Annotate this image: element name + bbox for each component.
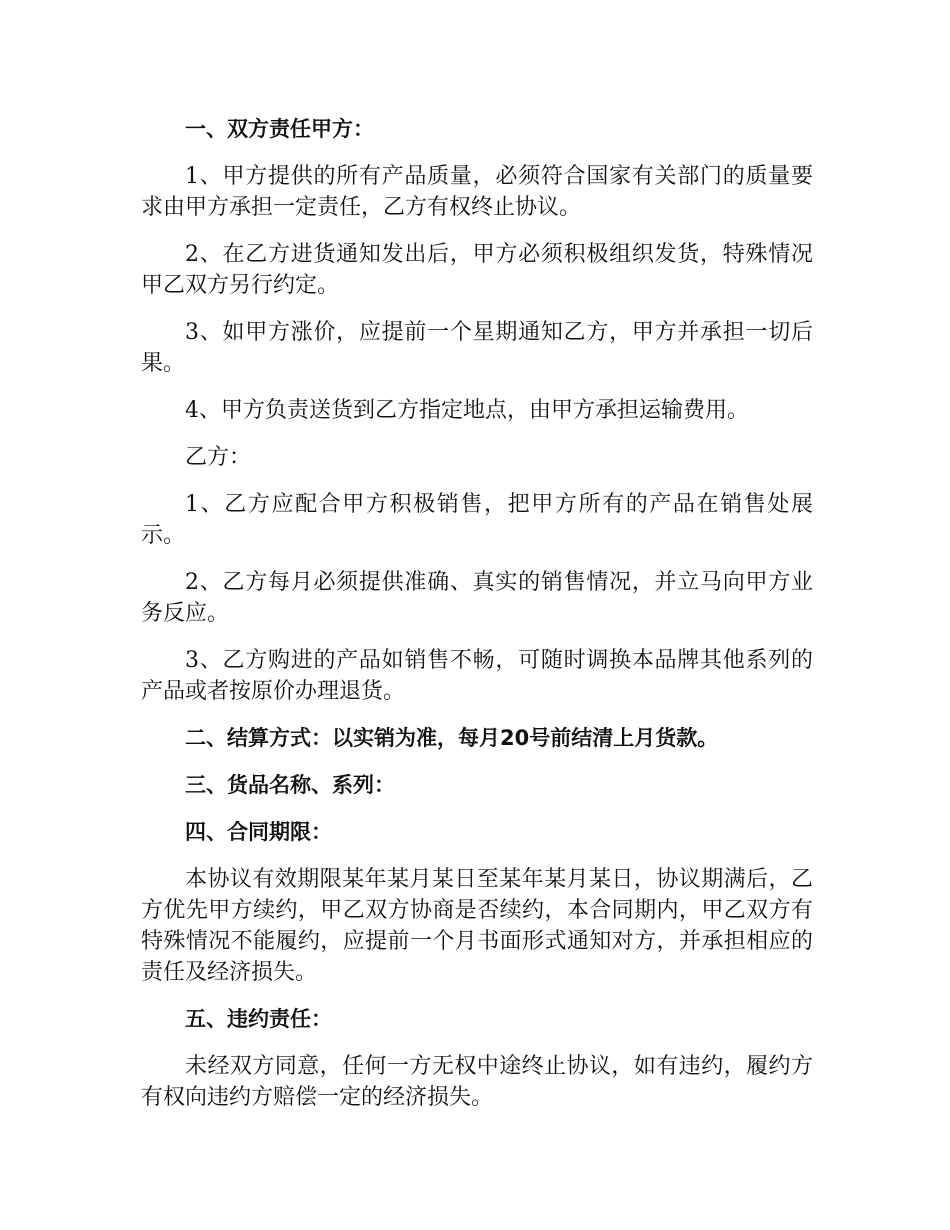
section-heading-breach: 五、违约责任： xyxy=(185,1007,332,1031)
document-body xyxy=(141,114,813,1129)
term-clause: 本协议有效期限某年某月某日至某年某月某日，协议期满后，乙方优先甲方续约，甲乙双方协商是否续约，本合同期内，甲乙双方有特殊情况不能履约，应提前一个月书面形式通知对方，并承担相应的责任及经济损失。 xyxy=(141,867,813,985)
party-a-clause-3: 3、如甲方涨价，应提前一个星期通知乙方，甲方并承担一切后果。 xyxy=(141,320,813,376)
party-b-label: 乙方： xyxy=(185,445,252,470)
party-a-clause-2: 2、在乙方进货通知发出后，甲方必须积极组织发货，特殊情况甲乙双方另行约定。 xyxy=(141,242,813,298)
party-b-clause-2: 2、乙方每月必须提供准确、真实的销售情况，并立马向甲方业务反应。 xyxy=(141,570,813,626)
party-a-clause-1: 1、甲方提供的所有产品质量，必须符合国家有关部门的质量要求由甲方承担一定责任，乙方有权终止协议。 xyxy=(141,164,813,220)
breach-clause: 未经双方同意，任何一方无权中途终止协议，如有违约，履约方有权向违约方赔偿一定的经济损失。 xyxy=(141,1054,813,1110)
section-heading-term: 四、合同期限： xyxy=(185,820,332,844)
party-b-clause-1: 1、乙方应配合甲方积极销售，把甲方所有的产品在销售处展示。 xyxy=(141,492,813,548)
section-heading-settlement: 二、结算方式：以实销为准，每月20号前结清上月货款。 xyxy=(185,726,719,750)
party-a-clause-4: 4、甲方负责送货到乙方指定地点，由甲方承担运输费用。 xyxy=(185,398,749,423)
section-heading-responsibilities: 一、双方责任甲方： xyxy=(185,117,374,141)
party-b-clause-3: 3、乙方购进的产品如销售不畅，可随时调换本品牌其他系列的产品或者按原价办理退货。 xyxy=(141,648,813,704)
section-heading-goods: 三、货品名称、系列： xyxy=(185,773,395,797)
